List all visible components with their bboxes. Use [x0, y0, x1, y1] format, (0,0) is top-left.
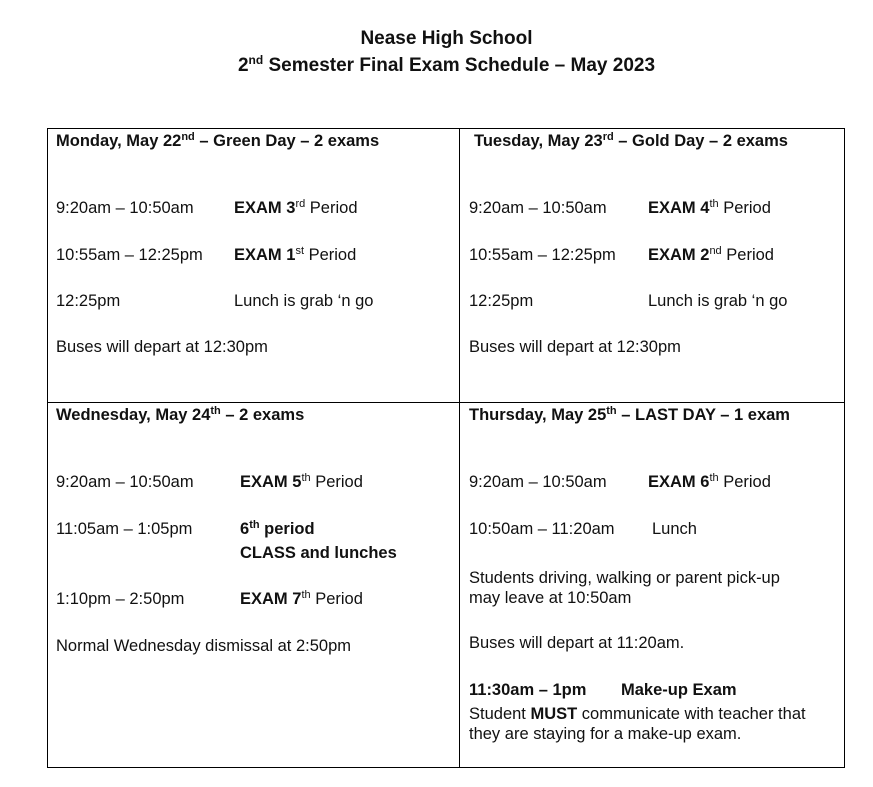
tuesday-row1-sup: th	[709, 198, 719, 210]
thursday-note-a: Student	[469, 705, 531, 723]
wednesday-row1-exam-label: EXAM 5	[240, 473, 302, 491]
monday-row3-text: Lunch is grab ‘n go	[234, 292, 374, 310]
wednesday-heading	[56, 405, 304, 425]
thursday-row1-sup: th	[709, 472, 719, 484]
tuesday-row3-text: Lunch is grab ‘n go	[648, 292, 788, 310]
tuesday-heading	[474, 131, 788, 151]
wednesday-row2-word: period	[259, 520, 315, 538]
monday-row2-time: 10:55am – 12:25pm	[56, 246, 203, 264]
tuesday-row2-sup: nd	[709, 245, 722, 257]
monday-heading-rest: – Green Day – 2 exams	[194, 132, 380, 150]
title-rest: Semester Final Exam Schedule – May 2023	[263, 55, 656, 76]
monday-row1-exam	[234, 198, 358, 218]
monday-row2-sup: st	[295, 245, 304, 257]
title-number: 2	[237, 55, 249, 76]
monday-row1-exam-label: EXAM 3	[234, 199, 296, 217]
school-name	[0, 26, 873, 52]
monday-heading	[56, 131, 379, 151]
wednesday-row3-sup: th	[301, 589, 311, 601]
thursday-row1-exam	[648, 472, 771, 492]
thursday-students-line1: Students driving, walking or parent pick-up	[469, 569, 780, 587]
wednesday-row2-period	[240, 519, 315, 539]
thursday-row1-exam-label: EXAM 6	[648, 473, 710, 491]
monday-buses: Buses will depart at 12:30pm	[56, 338, 268, 356]
thursday-heading-date: Thursday, May 25	[469, 406, 607, 424]
monday-row2-exam-label: EXAM 1	[234, 246, 296, 264]
tuesday-row1-time: 9:20am – 10:50am	[469, 199, 607, 217]
wednesday-row2-time: 11:05am – 1:05pm	[56, 520, 193, 538]
tuesday-row2-period: Period	[721, 246, 774, 264]
tuesday-row2-time: 10:55am – 12:25pm	[469, 246, 616, 264]
row-divider	[47, 402, 845, 403]
thursday-row1-time: 9:20am – 10:50am	[469, 473, 607, 491]
thursday-heading-sup: th	[606, 405, 617, 417]
monday-row2-period: Period	[304, 246, 357, 264]
thursday-note-line2: they are staying for a make-up exam.	[469, 725, 742, 743]
title-sup: nd	[248, 53, 264, 67]
wednesday-heading-sup: th	[210, 405, 221, 417]
school-name-text: Nease High School	[360, 28, 533, 49]
tuesday-buses: Buses will depart at 12:30pm	[469, 338, 681, 356]
thursday-students-line2: may leave at 10:50am	[469, 589, 632, 607]
thursday-row1-period: Period	[718, 473, 771, 491]
wednesday-row1-time: 9:20am – 10:50am	[56, 473, 194, 491]
thursday-note-line1	[469, 704, 806, 724]
wednesday-row2-num: 6	[240, 520, 250, 538]
schedule-title	[0, 53, 873, 79]
tuesday-row2-exam	[648, 245, 774, 265]
thursday-heading	[469, 405, 790, 425]
monday-row1-sup: rd	[295, 198, 306, 210]
monday-heading-date: Monday, May 22	[56, 132, 182, 150]
thursday-note-c: communicate with teacher that	[577, 705, 806, 723]
monday-row2-exam	[234, 245, 356, 265]
column-divider	[459, 128, 460, 768]
tuesday-heading-rest: – Gold Day – 2 exams	[613, 132, 788, 150]
wednesday-row3-exam	[240, 589, 363, 609]
thursday-buses: Buses will depart at 11:20am.	[469, 634, 685, 652]
monday-row3-time: 12:25pm	[56, 292, 121, 310]
wednesday-row2-sup: th	[249, 519, 260, 531]
tuesday-row1-exam	[648, 198, 771, 218]
tuesday-row2-exam-label: EXAM 2	[648, 246, 710, 264]
wednesday-row1-sup: th	[301, 472, 311, 484]
wednesday-dismissal: Normal Wednesday dismissal at 2:50pm	[56, 637, 351, 655]
wednesday-row3-period: Period	[310, 590, 363, 608]
monday-row1-time: 9:20am – 10:50am	[56, 199, 194, 217]
wednesday-heading-rest: – 2 exams	[220, 406, 305, 424]
thursday-row2-text: Lunch	[652, 520, 697, 538]
monday-heading-sup: nd	[181, 131, 195, 143]
thursday-row2-time: 10:50am – 11:20am	[469, 520, 615, 538]
wednesday-row1-period: Period	[310, 473, 363, 491]
thursday-note-must: MUST	[530, 705, 578, 723]
monday-row1-period: Period	[305, 199, 358, 217]
thursday-heading-rest: – LAST DAY – 1 exam	[616, 406, 790, 424]
thursday-makeup-time: 11:30am – 1pm	[469, 681, 587, 699]
wednesday-row3-time: 1:10pm – 2:50pm	[56, 590, 185, 608]
tuesday-heading-date: Tuesday, May 23	[474, 132, 603, 150]
wednesday-row3-exam-label: EXAM 7	[240, 590, 302, 608]
wednesday-row2-line2: CLASS and lunches	[240, 544, 397, 562]
tuesday-row1-period: Period	[718, 199, 771, 217]
thursday-makeup-label: Make-up Exam	[621, 681, 737, 699]
tuesday-heading-sup: rd	[602, 131, 614, 143]
tuesday-row1-exam-label: EXAM 4	[648, 199, 710, 217]
wednesday-heading-date: Wednesday, May 24	[56, 406, 211, 424]
schedule-table	[47, 128, 845, 768]
tuesday-row3-time: 12:25pm	[469, 292, 534, 310]
wednesday-row1-exam	[240, 472, 363, 492]
